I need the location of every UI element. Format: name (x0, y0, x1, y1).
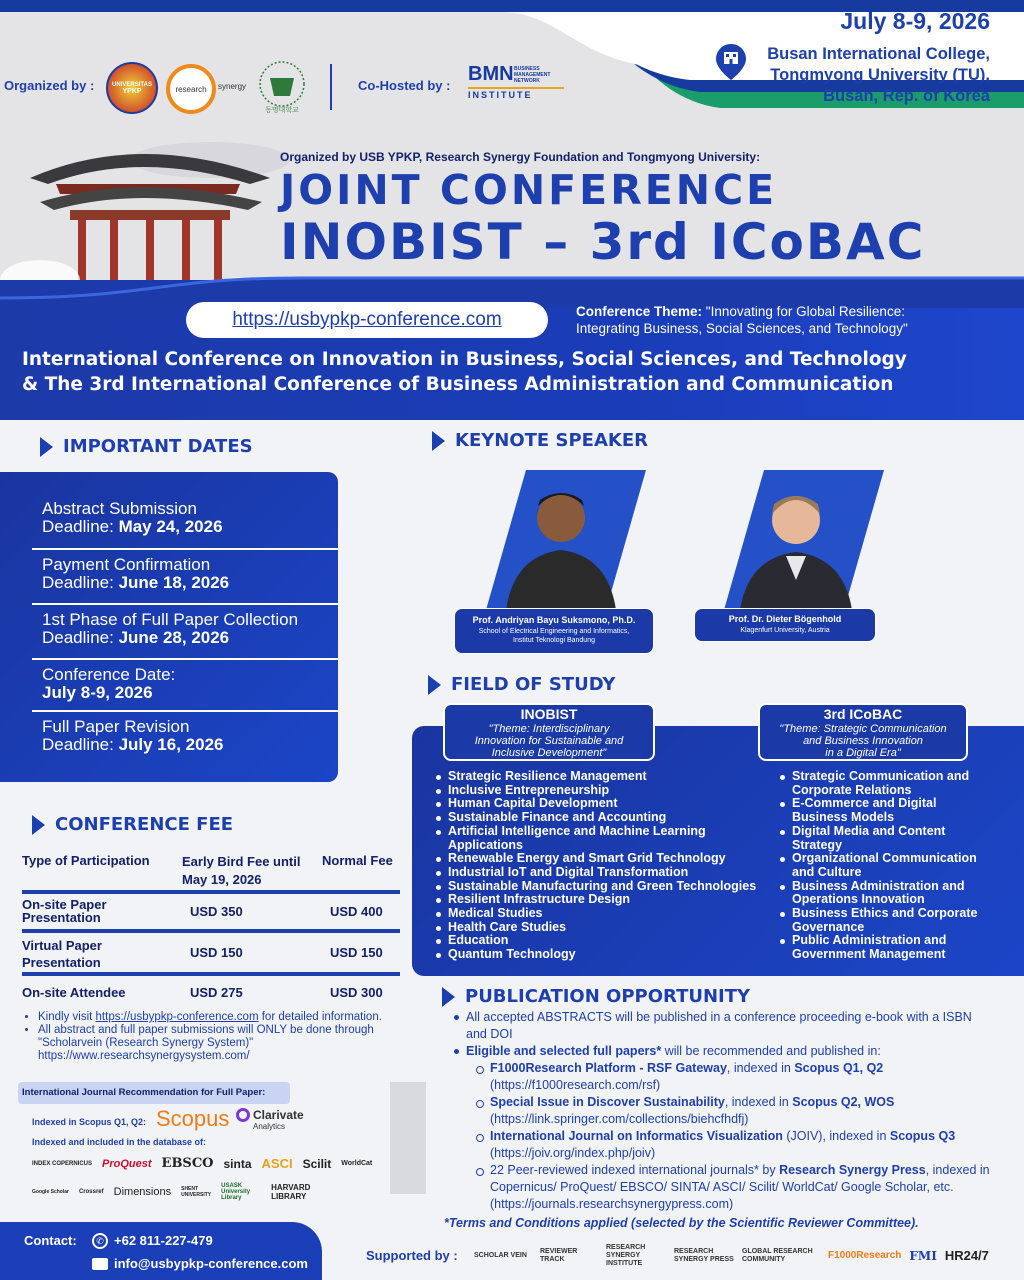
topic-item: Strategic Resilience Management (434, 770, 764, 784)
fee-row-normal: USD 300 (330, 985, 383, 1000)
fee-row-early: USD 275 (190, 985, 243, 1000)
chevron-right-icon (32, 815, 45, 835)
contact-panel (0, 1222, 322, 1280)
topic-item: Renewable Energy and Smart Grid Technology (434, 852, 764, 866)
clarivate-sub: Analytics (253, 1122, 286, 1131)
icobac-header (758, 703, 968, 761)
date-item (32, 603, 338, 653)
journal-mid: (JOIV), indexed in (782, 1129, 890, 1143)
research-logo-text: research (175, 84, 207, 94)
journal-url: (https://link.springer.com/collections/biehcfhdfj) (490, 1112, 749, 1126)
cohosted-by-label: Co-Hosted by : (358, 78, 451, 93)
date-label: Abstract Submission (42, 499, 197, 518)
fee-row-early: USD 350 (190, 904, 243, 919)
topic-item: Public Administration and Government Management (778, 934, 992, 961)
fee-row-type: Virtual Paper Presentation (22, 938, 102, 970)
usb-ypkp-logo (106, 62, 158, 114)
supporter-logos (474, 1244, 1019, 1268)
whatsapp-icon: ✆ (92, 1233, 108, 1249)
topic-item: Sustainable Manufacturing and Green Technologies (434, 880, 764, 894)
inobist-theme: Innovation for Sustainable and (474, 735, 624, 747)
date-item (32, 658, 338, 708)
fee-header-normal: Normal Fee (322, 853, 393, 868)
journal-mid: 22 Peer-reviewed indexed international journals* by (490, 1163, 780, 1177)
clarivate-icon (236, 1108, 250, 1122)
contact-email[interactable]: info@usbypkp-conference.com (114, 1256, 308, 1271)
f1000research-logo: F1000Research (828, 1250, 902, 1261)
date-value: June 28, 2026 (118, 628, 230, 647)
bmn-institute-logo (468, 64, 564, 110)
ebsco-logo: EBSCO (161, 1156, 214, 1171)
publication-bold: Eligible and selected full papers* (466, 1044, 662, 1058)
conference-url-link[interactable]: https://usbypkp-conference.com (186, 302, 548, 338)
topic-item: Health Care Studies (434, 921, 764, 935)
header-divider (330, 64, 332, 110)
clarivate-logo (253, 1109, 304, 1133)
important-dates-title (40, 436, 253, 457)
date-label: 1st Phase of Full Paper Collection (42, 610, 299, 629)
publication-text: All accepted ABSTRACTS will be published in a conference proceeding e-book with a ISBN and DOI (466, 1010, 972, 1041)
fee-row-early: USD 150 (190, 945, 243, 960)
journal-url: (https://f1000research.com/rsf) (490, 1078, 661, 1092)
journal-name: International Journal on Informatics Visualization (490, 1129, 783, 1143)
usask-library-logo: USASK University Library (221, 1183, 251, 1201)
inobist-theme: Inclusive Development" (491, 747, 607, 759)
fee-notes (38, 1011, 438, 1063)
field-of-study-label: FIELD OF STUDY (451, 674, 616, 695)
conference-name-2: & The 3rd International Conference of Business Administration and Communication (22, 374, 894, 395)
conference-name-1: International Conference on Innovation in Business, Social Sciences, and Technology (22, 349, 907, 370)
speaker-affiliation: School of Electrical Engineering and Informatics, (478, 628, 630, 635)
chevron-right-icon (428, 675, 441, 695)
terms-note: *Terms and Conditions applied (selected by the Scientific Reviewer Committee). (444, 1216, 919, 1230)
usb-logo-text: UNIVERSITAS (112, 81, 152, 88)
inobist-name: INOBIST (520, 706, 578, 722)
scopus-logo: Scopus (156, 1106, 230, 1131)
icobac-theme: in a Digital Era" (825, 747, 901, 759)
journal-index: Scopus Q1, Q2 (794, 1061, 884, 1075)
venue-line-2: Tongmyong University (TU), (770, 66, 990, 84)
journal-index: Scopus Q3 (889, 1129, 956, 1143)
email-icon (92, 1258, 108, 1270)
contact-phone[interactable]: +62 811-227-479 (114, 1233, 213, 1248)
clarivate-text: Clarivate (253, 1108, 304, 1122)
shent-university-logo: SHENT UNIVERSITY (181, 1186, 212, 1198)
topic-item: Organizational Communication and Culture (778, 852, 992, 879)
publication-sub-item (450, 1060, 995, 1094)
worldcat-logo: WorldCat (341, 1160, 373, 1167)
date-label: Payment Confirmation (42, 555, 211, 574)
database-logos-row-2 (32, 1183, 392, 1201)
note-link[interactable]: https://usbypkp-conference.com (95, 1011, 259, 1023)
topic-item: Resilient Infrastructure Design (434, 893, 764, 907)
date-value: July 16, 2026 (118, 735, 224, 754)
speaker-affiliation: Institut Teknologi Bandung (513, 637, 595, 644)
date-value: June 18, 2026 (118, 573, 230, 592)
icobac-theme: "Theme: Strategic Communication (779, 723, 947, 735)
fee-row-type: On-site Paper Presentation (22, 897, 107, 925)
field-of-study-title (428, 674, 615, 695)
publication-item (450, 1043, 995, 1060)
speaker-2-card (694, 608, 876, 642)
research-synergy-institute-logo: RESEARCH SYNERGY INSTITUTE (606, 1244, 646, 1267)
database-label: Indexed and included in the database of: (32, 1137, 207, 1147)
reviewer-track-logo: REVIEWER TRACK (540, 1248, 578, 1263)
supported-by-label: Supported by : (366, 1248, 458, 1263)
synergy-logo-text: synergy (218, 82, 247, 91)
topic-item: Digital Media and Content Strategy (778, 825, 992, 852)
fee-header-early: Early Bird Fee until May 19, 2026 (182, 854, 301, 887)
fmi-logo: FMI (909, 1249, 937, 1263)
conference-fee-label: CONFERENCE FEE (55, 814, 234, 835)
topic-item: Human Capital Development (434, 797, 764, 811)
bmn-logo-text: BMN (468, 63, 514, 85)
index-copernicus-logo: INDEX COPERNICUS (32, 1160, 93, 1167)
topic-item: Strategic Communication and Corporate Relations (778, 770, 992, 797)
publication-sub-item (450, 1094, 995, 1128)
bmn-logo-institute: INSTITUTE (468, 87, 564, 100)
fee-rule (22, 890, 400, 894)
research-synergy-logo (166, 64, 216, 114)
journal-mid: , indexed in (726, 1061, 795, 1075)
journal-name: F1000Research Platform - RSF Gateway (490, 1061, 727, 1075)
journal-url: (https://joiv.org/index.php/joiv) (490, 1146, 656, 1160)
proquest-logo: ProQuest (102, 1157, 152, 1170)
topic-item: Quantum Technology (434, 948, 764, 962)
theme-text-2: Integrating Business, Social Sciences, and Technology" (576, 321, 908, 336)
title-inobist-icobac: INOBIST – 3rd ICoBAC (280, 213, 926, 271)
publication-list (450, 1009, 995, 1213)
note-url: https://www.researchsynergysystem.com/ (38, 1050, 250, 1062)
hr247-logo: HR24/7 (944, 1248, 989, 1263)
bmn-logo-sub: BUSINESS MANAGEMENT NETWORK (514, 66, 551, 84)
publication-text: will be recommended and published in: (664, 1044, 881, 1058)
venue-line-3: Busan, Rep. of Korea (823, 87, 990, 105)
fee-rule (22, 929, 400, 933)
tongmyong-university-logo (252, 60, 312, 114)
journal-index: Scopus Q2, WOS (792, 1095, 895, 1109)
speaker-name: Prof. Andriyan Bayu Suksmono, Ph.D. (472, 615, 636, 625)
topic-item: Artificial Intelligence and Machine Learning Applications (434, 825, 764, 852)
research-synergy-press-logo: RESEARCH SYNERGY PRESS (674, 1248, 734, 1263)
scholar-vein-logo: SCHOLAR VEIN (474, 1252, 527, 1259)
date-prefix: Deadline: (42, 573, 114, 592)
chevron-right-icon (40, 437, 53, 457)
journal-url: , indexed in Copernicus/ ProQuest/ EBSCO/ SINTA/ ASCI/ Scilit/ WorldCat/ Google Scholar, etc. (https://journals.researchsynergypress.com) (490, 1163, 990, 1211)
placeholder-panel (390, 1082, 426, 1194)
date-prefix: Deadline: (42, 517, 114, 536)
date-value: July 8-9, 2026 (42, 683, 153, 702)
publication-title (442, 986, 750, 1007)
note-prefix: Kindly visit (38, 1011, 93, 1023)
global-research-community-logo: GLOBAL RESEARCH COMMUNITY (742, 1248, 813, 1263)
chevron-right-icon (442, 987, 455, 1007)
fee-note (38, 1011, 438, 1024)
date-item (32, 710, 338, 760)
contact-label: Contact: (24, 1233, 77, 1248)
scilit-logo: Scilit (302, 1156, 332, 1171)
date-prefix: Deadline: (42, 735, 114, 754)
date-value: May 24, 2026 (118, 517, 223, 536)
keynote-label: KEYNOTE SPEAKER (455, 430, 648, 451)
topic-item: Sustainable Finance and Accounting (434, 811, 764, 825)
topic-item: Business Ethics and Corporate Governance (778, 907, 992, 934)
date-item (32, 494, 338, 544)
inobist-topic-list (434, 770, 764, 962)
date-label: Conference Date: (42, 665, 176, 684)
organized-by-label: Organized by : (4, 78, 95, 93)
topic-item: Medical Studies (434, 907, 764, 921)
conference-fee-title (32, 814, 233, 835)
theme-text-1: "Innovating for Global Resilience: (705, 304, 905, 319)
speaker-2-photo (724, 470, 884, 610)
fee-row-normal: USD 400 (330, 904, 383, 919)
speaker-name: Prof. Dr. Dieter Bögenhold (728, 614, 842, 624)
location-pin-icon (716, 44, 746, 80)
theme-label: Conference Theme: (576, 304, 703, 319)
note-text: All abstract and full paper submissions will ONLY be done through "Scholarvein (Research Synergy System)" (38, 1024, 374, 1049)
journal-index: Research Synergy Press (779, 1163, 926, 1177)
fee-row-normal: USD 150 (330, 945, 383, 960)
date-item (32, 548, 338, 598)
note-suffix: for detailed information. (261, 1011, 382, 1023)
icobac-topic-list (778, 770, 992, 962)
journal-mid: , indexed in (724, 1095, 793, 1109)
inobist-header (443, 703, 655, 761)
google-scholar-logo: Google Scholar (32, 1189, 69, 1195)
topic-item: Business Administration and Operations Innovation (778, 880, 992, 907)
scopus-label: Indexed in Scopus Q1, Q2: (32, 1117, 147, 1127)
journal-name: Special Issue in Discover Sustainability (490, 1095, 725, 1109)
journal-title: International Journal Recommendation for Full Paper: (18, 1082, 290, 1104)
harvard-library-logo: HARVARD LIBRARY (271, 1183, 311, 1201)
conference-full-names (22, 347, 1012, 397)
publication-item (450, 1009, 995, 1043)
keynote-title (432, 430, 648, 451)
organized-sentence: Organized by USB YPKP, Research Synergy Foundation and Tongmyong University: (280, 150, 761, 164)
fee-row-type: On-site Attendee (22, 985, 126, 1000)
publication-sub-item (450, 1128, 995, 1162)
svg-text:동명대학교: 동명대학교 (265, 106, 299, 114)
icobac-name: 3rd ICoBAC (823, 706, 903, 722)
publication-label: PUBLICATION OPPORTUNITY (465, 986, 751, 1007)
date-prefix: Deadline: (42, 628, 114, 647)
dimensions-logo: Dimensions (113, 1186, 172, 1198)
date-label: Full Paper Revision (42, 717, 190, 736)
speaker-1-card (454, 608, 654, 654)
speaker-affiliation: Klagenfurt University, Austria (740, 627, 830, 634)
icobac-theme: and Business Innovation (803, 735, 923, 747)
chevron-right-icon (432, 431, 445, 451)
inobist-theme: "Theme: Interdisciplinary (488, 723, 610, 735)
usb-logo-sub: YPKP (122, 87, 142, 95)
speaker-1-photo (486, 470, 646, 610)
publication-sub-item (450, 1162, 995, 1213)
fee-rule (22, 972, 400, 976)
crossref-logo: Crossref (78, 1189, 104, 1195)
topic-item: Education (434, 934, 764, 948)
conference-theme (576, 303, 1006, 337)
topic-item: Inclusive Entrepreneurship (434, 784, 764, 798)
sinta-logo: sinta (223, 1156, 252, 1171)
venue-block (767, 44, 990, 107)
title-joint-conference: JOINT CONFERENCE (280, 166, 778, 214)
database-logos-row-1 (32, 1156, 392, 1171)
fee-header-type: Type of Participation (22, 853, 150, 868)
asci-logo: ASCI (261, 1156, 293, 1171)
fee-note (38, 1024, 438, 1063)
important-dates-label: IMPORTANT DATES (63, 436, 253, 457)
venue-line-1: Busan International College, (767, 45, 990, 63)
topic-item: Industrial IoT and Digital Transformation (434, 866, 764, 880)
conference-date: July 8-9, 2026 (840, 8, 990, 34)
topic-item: E-Commerce and Digital Business Models (778, 797, 992, 824)
